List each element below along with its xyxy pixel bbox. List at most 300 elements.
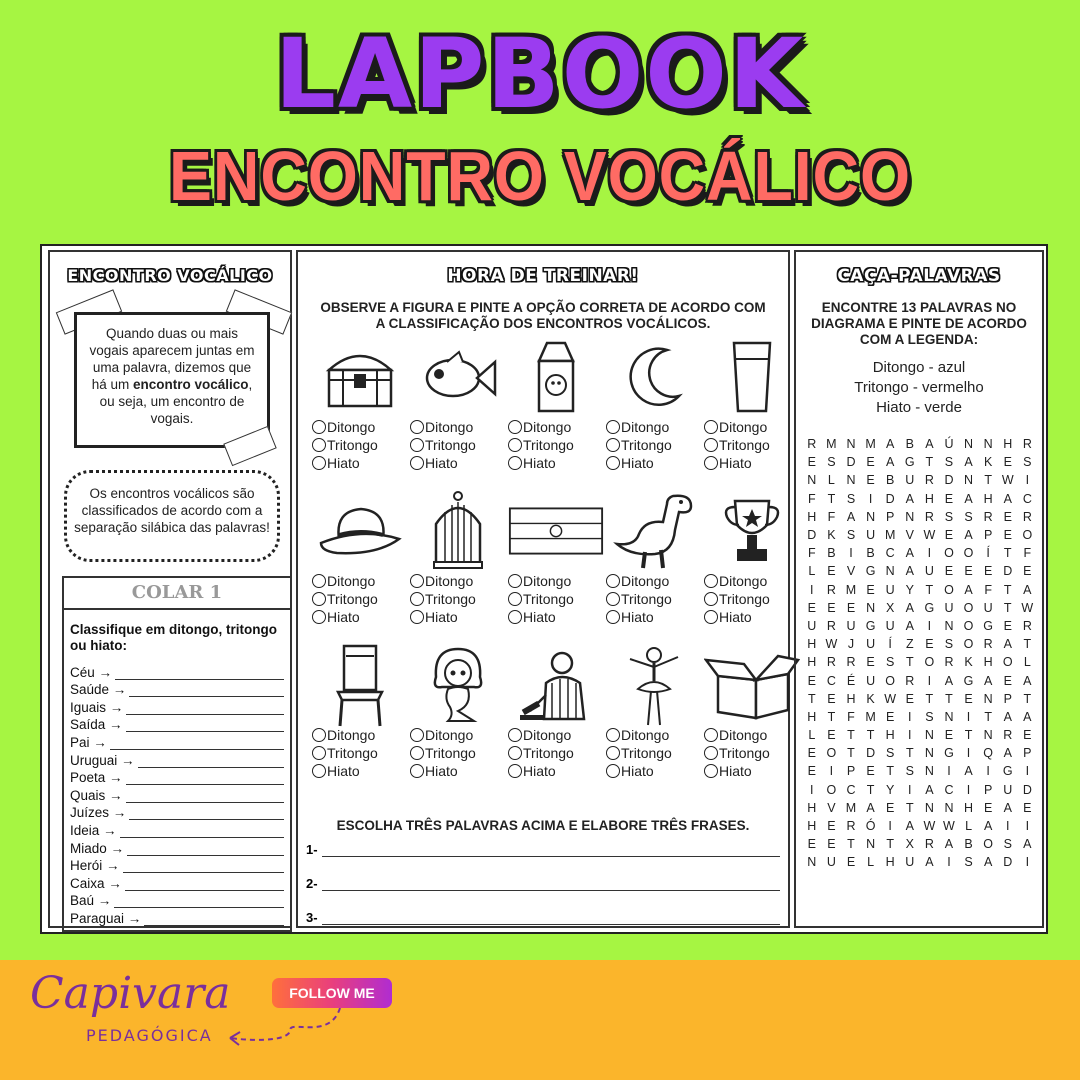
grid-letter[interactable]: T bbox=[905, 800, 914, 815]
radio-circle-icon[interactable] bbox=[606, 746, 620, 760]
option-ditongo[interactable] bbox=[410, 418, 506, 436]
grid-letter[interactable]: N bbox=[983, 437, 993, 452]
option-tritongo[interactable] bbox=[606, 744, 702, 762]
option-tritongo[interactable] bbox=[410, 436, 506, 454]
option-tritongo[interactable] bbox=[312, 436, 408, 454]
grid-letter[interactable]: I bbox=[810, 782, 814, 797]
grid-letter[interactable]: D bbox=[885, 491, 895, 506]
grid-letter[interactable]: L bbox=[867, 855, 875, 870]
grid-letter[interactable]: A bbox=[983, 855, 993, 870]
grid-letter[interactable]: A bbox=[866, 800, 875, 815]
radio-circle-icon[interactable] bbox=[410, 746, 424, 760]
grid-letter[interactable]: S bbox=[846, 491, 856, 506]
grid-letter[interactable]: S bbox=[886, 746, 895, 761]
grid-letter[interactable]: O bbox=[963, 618, 974, 633]
grid-letter[interactable]: H bbox=[807, 709, 817, 724]
option-ditongo[interactable] bbox=[312, 572, 408, 590]
word-row[interactable] bbox=[70, 697, 284, 715]
radio-circle-icon[interactable] bbox=[410, 456, 424, 470]
radio-circle-icon[interactable] bbox=[606, 728, 620, 742]
grid-letter[interactable]: N bbox=[866, 600, 876, 615]
word-row[interactable] bbox=[70, 838, 284, 856]
grid-letter[interactable]: A bbox=[925, 855, 934, 870]
grid-letter[interactable]: E bbox=[807, 746, 816, 761]
grid-letter[interactable]: T bbox=[1003, 582, 1012, 597]
grid-letter[interactable]: A bbox=[1003, 800, 1012, 815]
grid-letter[interactable]: A bbox=[925, 437, 934, 452]
grid-letter[interactable]: A bbox=[964, 455, 973, 470]
grid-letter[interactable]: N bbox=[924, 728, 934, 743]
grid-letter[interactable]: E bbox=[1003, 509, 1012, 524]
grid-letter[interactable]: E bbox=[1003, 455, 1012, 470]
grid-letter[interactable]: E bbox=[1023, 564, 1032, 579]
grid-letter[interactable]: R bbox=[1022, 618, 1032, 633]
grid-letter[interactable]: D bbox=[1022, 782, 1032, 797]
grid-letter[interactable]: E bbox=[944, 564, 954, 579]
grid-letter[interactable]: A bbox=[886, 437, 895, 452]
grid-letter[interactable]: A bbox=[1003, 709, 1012, 724]
grid-letter[interactable]: D bbox=[1003, 564, 1013, 579]
grid-letter[interactable]: E bbox=[944, 728, 954, 743]
option-tritongo[interactable] bbox=[508, 744, 604, 762]
word-row[interactable] bbox=[70, 873, 284, 891]
option-tritongo[interactable] bbox=[410, 590, 506, 608]
radio-circle-icon[interactable] bbox=[508, 764, 522, 778]
grid-letter[interactable]: T bbox=[964, 728, 973, 743]
grid-letter[interactable]: N bbox=[905, 509, 915, 524]
word-row[interactable] bbox=[70, 680, 284, 698]
option-ditongo[interactable] bbox=[410, 572, 506, 590]
option-tritongo[interactable] bbox=[704, 436, 800, 454]
grid-letter[interactable]: T bbox=[1023, 691, 1032, 706]
grid-letter[interactable]: E bbox=[827, 564, 836, 579]
grid-letter[interactable]: Y bbox=[905, 582, 914, 597]
grid-letter[interactable]: E bbox=[983, 564, 993, 579]
option-ditongo[interactable] bbox=[508, 726, 604, 744]
grid-letter[interactable]: E bbox=[866, 473, 875, 488]
grid-letter[interactable]: E bbox=[846, 855, 856, 870]
grid-letter[interactable]: E bbox=[1003, 673, 1012, 688]
grid-letter[interactable]: T bbox=[866, 728, 875, 743]
option-hiato[interactable] bbox=[508, 762, 604, 780]
grid-letter[interactable]: A bbox=[944, 673, 954, 688]
radio-circle-icon[interactable] bbox=[704, 610, 718, 624]
radio-circle-icon[interactable] bbox=[508, 438, 522, 452]
sentence-line-2[interactable] bbox=[306, 876, 780, 891]
grid-letter[interactable]: O bbox=[826, 782, 837, 797]
grid-letter[interactable]: F bbox=[827, 509, 836, 524]
answer-line[interactable] bbox=[138, 755, 284, 768]
grid-letter[interactable]: Y bbox=[886, 782, 895, 797]
grid-letter[interactable]: S bbox=[1003, 837, 1012, 852]
grid-letter[interactable]: T bbox=[984, 709, 992, 724]
grid-letter[interactable]: E bbox=[866, 655, 875, 670]
grid-letter[interactable]: N bbox=[866, 509, 876, 524]
option-tritongo[interactable] bbox=[704, 590, 800, 608]
grid-letter[interactable]: I bbox=[1025, 473, 1030, 488]
answer-line[interactable] bbox=[120, 825, 284, 838]
grid-letter[interactable]: O bbox=[924, 655, 935, 670]
grid-letter[interactable]: O bbox=[885, 673, 896, 688]
radio-circle-icon[interactable] bbox=[606, 420, 620, 434]
grid-letter[interactable]: S bbox=[846, 528, 856, 543]
radio-circle-icon[interactable] bbox=[606, 592, 620, 606]
grid-letter[interactable]: R bbox=[924, 473, 934, 488]
grid-letter[interactable]: T bbox=[925, 582, 934, 597]
grid-letter[interactable]: R bbox=[1022, 437, 1032, 452]
option-tritongo[interactable] bbox=[508, 436, 604, 454]
grid-letter[interactable]: Ó bbox=[865, 819, 876, 834]
option-hiato[interactable] bbox=[410, 762, 506, 780]
radio-circle-icon[interactable] bbox=[704, 728, 718, 742]
grid-letter[interactable]: P bbox=[1003, 691, 1012, 706]
grid-letter[interactable]: K bbox=[964, 655, 973, 670]
grid-letter[interactable]: A bbox=[1023, 673, 1032, 688]
option-hiato[interactable] bbox=[508, 454, 604, 472]
grid-letter[interactable]: B bbox=[886, 473, 895, 488]
grid-letter[interactable]: T bbox=[866, 782, 875, 797]
grid-letter[interactable]: A bbox=[983, 673, 993, 688]
grid-letter[interactable]: D bbox=[866, 746, 876, 761]
grid-letter[interactable]: N bbox=[807, 473, 817, 488]
grid-letter[interactable]: W bbox=[825, 637, 838, 652]
grid-letter[interactable]: A bbox=[1003, 491, 1012, 506]
grid-letter[interactable]: T bbox=[886, 764, 894, 779]
radio-circle-icon[interactable] bbox=[312, 610, 326, 624]
grid-letter[interactable]: I bbox=[927, 546, 932, 561]
option-ditongo[interactable] bbox=[508, 418, 604, 436]
grid-letter[interactable]: E bbox=[827, 691, 836, 706]
grid-letter[interactable]: A bbox=[846, 509, 856, 524]
radio-circle-icon[interactable] bbox=[704, 764, 718, 778]
grid-letter[interactable]: E bbox=[807, 600, 816, 615]
grid-letter[interactable]: R bbox=[807, 437, 817, 452]
grid-letter[interactable]: E bbox=[1003, 618, 1012, 633]
grid-letter[interactable]: O bbox=[944, 546, 954, 561]
option-hiato[interactable] bbox=[508, 608, 604, 626]
grid-letter[interactable]: E bbox=[925, 637, 934, 652]
grid-letter[interactable]: U bbox=[1003, 782, 1013, 797]
grid-letter[interactable]: A bbox=[1003, 746, 1012, 761]
radio-circle-icon[interactable] bbox=[508, 456, 522, 470]
follow-me-button[interactable]: FOLLOW ME bbox=[272, 978, 392, 1008]
grid-letter[interactable]: E bbox=[983, 800, 993, 815]
radio-circle-icon[interactable] bbox=[410, 764, 424, 778]
radio-circle-icon[interactable] bbox=[704, 746, 718, 760]
grid-letter[interactable]: N bbox=[944, 618, 954, 633]
grid-letter[interactable]: U bbox=[924, 564, 934, 579]
radio-circle-icon[interactable] bbox=[410, 420, 424, 434]
grid-letter[interactable]: P bbox=[846, 764, 856, 779]
grid-letter[interactable]: C bbox=[1022, 491, 1032, 506]
grid-letter[interactable]: A bbox=[944, 837, 954, 852]
grid-letter[interactable]: G bbox=[865, 618, 876, 633]
grid-letter[interactable]: R bbox=[924, 509, 934, 524]
answer-line[interactable] bbox=[115, 667, 284, 680]
grid-letter[interactable]: I bbox=[966, 746, 971, 761]
grid-letter[interactable]: S bbox=[925, 709, 934, 724]
grid-letter[interactable]: M bbox=[865, 437, 876, 452]
grid-letter[interactable]: S bbox=[827, 455, 836, 470]
grid-letter[interactable]: N bbox=[983, 691, 993, 706]
grid-letter[interactable]: H bbox=[1003, 437, 1013, 452]
option-hiato[interactable] bbox=[606, 762, 702, 780]
word-row[interactable] bbox=[70, 891, 284, 909]
grid-letter[interactable]: E bbox=[944, 491, 954, 506]
radio-circle-icon[interactable] bbox=[312, 420, 326, 434]
grid-letter[interactable]: N bbox=[846, 473, 856, 488]
grid-letter[interactable]: T bbox=[807, 691, 816, 706]
grid-letter[interactable]: W bbox=[1021, 600, 1034, 615]
grid-letter[interactable]: I bbox=[986, 764, 990, 779]
grid-letter[interactable]: V bbox=[905, 528, 914, 543]
answer-line[interactable] bbox=[129, 807, 284, 820]
grid-letter[interactable]: S bbox=[944, 637, 954, 652]
grid-letter[interactable]: Z bbox=[905, 637, 914, 652]
radio-circle-icon[interactable] bbox=[508, 728, 522, 742]
grid-letter[interactable]: D bbox=[944, 473, 954, 488]
grid-letter[interactable]: N bbox=[807, 855, 817, 870]
grid-letter[interactable]: R bbox=[846, 819, 856, 834]
option-tritongo[interactable] bbox=[410, 744, 506, 762]
option-ditongo[interactable] bbox=[704, 418, 800, 436]
grid-letter[interactable]: U bbox=[905, 473, 915, 488]
grid-letter[interactable]: L bbox=[808, 564, 816, 579]
grid-letter[interactable]: N bbox=[885, 564, 895, 579]
grid-letter[interactable]: S bbox=[905, 764, 914, 779]
grid-letter[interactable]: L bbox=[965, 819, 973, 834]
grid-letter[interactable]: T bbox=[847, 728, 855, 743]
radio-circle-icon[interactable] bbox=[508, 420, 522, 434]
option-tritongo[interactable] bbox=[312, 744, 408, 762]
grid-letter[interactable]: N bbox=[924, 764, 934, 779]
radio-circle-icon[interactable] bbox=[704, 574, 718, 588]
answer-line[interactable] bbox=[129, 684, 284, 697]
grid-letter[interactable]: D bbox=[846, 455, 856, 470]
grid-letter[interactable]: A bbox=[905, 819, 914, 834]
grid-letter[interactable]: I bbox=[1025, 764, 1030, 779]
grid-letter[interactable]: C bbox=[885, 546, 895, 561]
option-hiato[interactable] bbox=[606, 454, 702, 472]
grid-letter[interactable]: N bbox=[924, 746, 934, 761]
grid-letter[interactable]: U bbox=[905, 855, 915, 870]
grid-letter[interactable]: R bbox=[944, 655, 954, 670]
grid-letter[interactable]: H bbox=[846, 691, 856, 706]
grid-letter[interactable]: A bbox=[964, 764, 973, 779]
grid-letter[interactable]: H bbox=[885, 728, 895, 743]
grid-letter[interactable]: O bbox=[963, 600, 974, 615]
grid-letter[interactable]: K bbox=[866, 691, 875, 706]
grid-letter[interactable]: E bbox=[944, 528, 954, 543]
grid-letter[interactable]: A bbox=[905, 546, 914, 561]
grid-letter[interactable]: Ú bbox=[944, 437, 954, 452]
grid-letter[interactable]: A bbox=[964, 528, 973, 543]
option-ditongo[interactable] bbox=[312, 418, 408, 436]
grid-letter[interactable]: C bbox=[846, 782, 856, 797]
grid-letter[interactable]: N bbox=[924, 800, 934, 815]
grid-letter[interactable]: E bbox=[886, 800, 895, 815]
grid-letter[interactable]: G bbox=[924, 600, 935, 615]
grid-letter[interactable]: B bbox=[905, 437, 914, 452]
grid-letter[interactable]: N bbox=[944, 800, 954, 815]
grid-letter[interactable]: I bbox=[908, 782, 912, 797]
grid-letter[interactable]: G bbox=[944, 746, 954, 761]
option-tritongo[interactable] bbox=[606, 436, 702, 454]
option-hiato[interactable] bbox=[704, 608, 800, 626]
radio-circle-icon[interactable] bbox=[508, 746, 522, 760]
option-ditongo[interactable] bbox=[606, 572, 702, 590]
grid-letter[interactable]: L bbox=[808, 728, 816, 743]
grid-letter[interactable]: B bbox=[866, 546, 875, 561]
grid-letter[interactable]: R bbox=[983, 637, 993, 652]
option-hiato[interactable] bbox=[312, 608, 408, 626]
grid-letter[interactable]: A bbox=[964, 582, 973, 597]
option-ditongo[interactable] bbox=[606, 418, 702, 436]
grid-letter[interactable]: I bbox=[947, 764, 951, 779]
option-tritongo[interactable] bbox=[606, 590, 702, 608]
grid-letter[interactable]: A bbox=[905, 491, 914, 506]
grid-letter[interactable]: N bbox=[964, 473, 974, 488]
radio-circle-icon[interactable] bbox=[508, 574, 522, 588]
radio-circle-icon[interactable] bbox=[312, 456, 326, 470]
grid-letter[interactable]: T bbox=[1023, 637, 1032, 652]
grid-letter[interactable]: F bbox=[984, 582, 992, 597]
sentence-line-1[interactable] bbox=[306, 842, 780, 857]
grid-letter[interactable]: T bbox=[827, 709, 836, 724]
grid-letter[interactable]: I bbox=[849, 546, 853, 561]
grid-letter[interactable]: W bbox=[884, 691, 897, 706]
grid-letter[interactable]: F bbox=[847, 709, 855, 724]
option-hiato[interactable] bbox=[410, 454, 506, 472]
grid-letter[interactable]: K bbox=[983, 455, 993, 470]
radio-circle-icon[interactable] bbox=[508, 592, 522, 606]
grid-letter[interactable]: F bbox=[807, 546, 816, 561]
grid-letter[interactable]: P bbox=[886, 509, 895, 524]
radio-circle-icon[interactable] bbox=[704, 592, 718, 606]
grid-letter[interactable]: U bbox=[983, 600, 993, 615]
grid-letter[interactable]: E bbox=[827, 600, 836, 615]
option-tritongo[interactable] bbox=[312, 590, 408, 608]
grid-letter[interactable]: G bbox=[983, 618, 993, 633]
grid-letter[interactable]: T bbox=[827, 491, 836, 506]
word-row[interactable] bbox=[70, 750, 284, 768]
grid-letter[interactable]: H bbox=[964, 800, 974, 815]
grid-letter[interactable]: H bbox=[807, 819, 817, 834]
grid-letter[interactable]: E bbox=[866, 455, 875, 470]
option-ditongo[interactable] bbox=[704, 572, 800, 590]
radio-circle-icon[interactable] bbox=[410, 728, 424, 742]
option-ditongo[interactable] bbox=[312, 726, 408, 744]
grid-letter[interactable]: M bbox=[865, 709, 876, 724]
grid-letter[interactable]: W bbox=[1001, 473, 1014, 488]
grid-letter[interactable]: U bbox=[885, 582, 895, 597]
grid-letter[interactable]: I bbox=[1005, 819, 1010, 834]
grid-letter[interactable]: U bbox=[866, 673, 876, 688]
grid-letter[interactable]: E bbox=[866, 582, 875, 597]
grid-letter[interactable]: U bbox=[846, 618, 856, 633]
grid-letter[interactable]: I bbox=[810, 582, 814, 597]
grid-letter[interactable]: L bbox=[827, 473, 835, 488]
radio-circle-icon[interactable] bbox=[312, 728, 326, 742]
grid-letter[interactable]: V bbox=[827, 800, 836, 815]
sentence-line-3[interactable] bbox=[306, 910, 780, 925]
option-hiato[interactable] bbox=[312, 762, 408, 780]
grid-letter[interactable]: C bbox=[826, 673, 836, 688]
grid-letter[interactable]: E bbox=[846, 600, 856, 615]
grid-letter[interactable]: B bbox=[827, 546, 836, 561]
grid-letter[interactable]: E bbox=[1023, 728, 1032, 743]
grid-letter[interactable]: N bbox=[846, 437, 856, 452]
word-row[interactable] bbox=[70, 820, 284, 838]
grid-letter[interactable]: T bbox=[905, 746, 914, 761]
grid-letter[interactable]: T bbox=[1003, 546, 1012, 561]
grid-letter[interactable]: E bbox=[807, 764, 816, 779]
grid-letter[interactable]: R bbox=[924, 837, 934, 852]
grid-letter[interactable]: H bbox=[924, 491, 934, 506]
radio-circle-icon[interactable] bbox=[606, 438, 620, 452]
answer-line[interactable] bbox=[110, 737, 284, 750]
grid-letter[interactable]: R bbox=[826, 582, 836, 597]
option-hiato[interactable] bbox=[704, 762, 800, 780]
option-hiato[interactable] bbox=[410, 608, 506, 626]
grid-letter[interactable]: E bbox=[827, 728, 836, 743]
word-row[interactable] bbox=[70, 785, 284, 803]
grid-letter[interactable]: Í bbox=[986, 546, 990, 561]
grid-letter[interactable]: G bbox=[963, 673, 974, 688]
grid-letter[interactable]: M bbox=[845, 800, 857, 815]
grid-letter[interactable]: T bbox=[945, 691, 953, 706]
grid-letter[interactable]: H bbox=[983, 491, 993, 506]
grid-letter[interactable]: O bbox=[963, 546, 974, 561]
answer-line[interactable] bbox=[126, 772, 284, 785]
radio-circle-icon[interactable] bbox=[312, 438, 326, 452]
grid-letter[interactable]: A bbox=[905, 618, 914, 633]
grid-letter[interactable]: S bbox=[1023, 455, 1032, 470]
grid-letter[interactable]: U bbox=[866, 528, 876, 543]
grid-letter[interactable]: O bbox=[1002, 655, 1013, 670]
answer-line[interactable] bbox=[126, 790, 284, 803]
grid-letter[interactable]: E bbox=[1023, 800, 1032, 815]
grid-letter[interactable]: T bbox=[847, 746, 855, 761]
grid-letter[interactable]: N bbox=[944, 709, 954, 724]
radio-circle-icon[interactable] bbox=[606, 764, 620, 778]
grid-letter[interactable]: Í bbox=[888, 637, 892, 652]
grid-letter[interactable]: C bbox=[944, 782, 954, 797]
radio-circle-icon[interactable] bbox=[508, 610, 522, 624]
grid-letter[interactable]: O bbox=[826, 746, 837, 761]
grid-letter[interactable]: E bbox=[886, 709, 895, 724]
grid-letter[interactable]: E bbox=[807, 837, 816, 852]
grid-letter[interactable]: T bbox=[847, 837, 855, 852]
option-ditongo[interactable] bbox=[508, 572, 604, 590]
grid-letter[interactable]: P bbox=[983, 528, 993, 543]
grid-letter[interactable]: I bbox=[868, 491, 873, 506]
grid-letter[interactable]: I bbox=[966, 709, 971, 724]
answer-line[interactable] bbox=[125, 878, 284, 891]
grid-letter[interactable]: U bbox=[885, 618, 895, 633]
grid-letter[interactable]: I bbox=[947, 855, 951, 870]
grid-letter[interactable]: X bbox=[886, 600, 895, 615]
grid-letter[interactable]: I bbox=[927, 673, 932, 688]
grid-letter[interactable]: I bbox=[888, 819, 892, 834]
answer-line[interactable] bbox=[114, 895, 284, 908]
grid-letter[interactable]: E bbox=[1003, 528, 1012, 543]
grid-letter[interactable]: I bbox=[1025, 819, 1030, 834]
grid-letter[interactable]: N bbox=[964, 437, 974, 452]
grid-letter[interactable]: M bbox=[826, 437, 837, 452]
grid-letter[interactable]: H bbox=[807, 800, 817, 815]
grid-letter[interactable]: E bbox=[964, 691, 973, 706]
